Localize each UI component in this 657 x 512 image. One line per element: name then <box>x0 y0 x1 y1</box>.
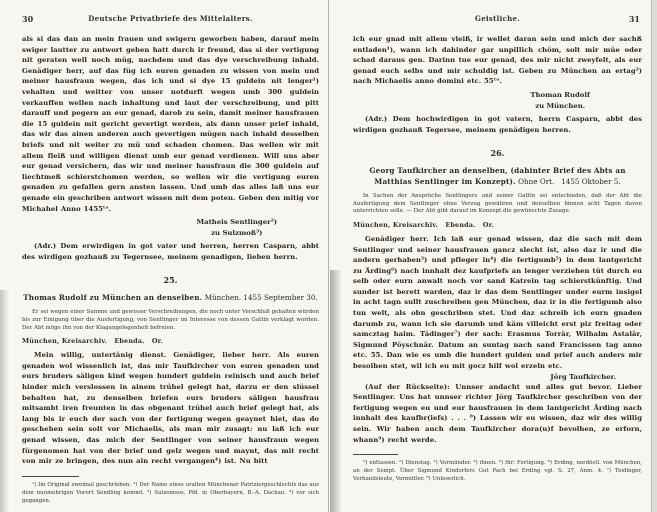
footnote-rule-right <box>353 454 398 455</box>
signature-taufkircher: Jörg Taufkircher. <box>550 372 616 381</box>
address-paragraph-left: (Adr.) Dem erwirdigen in got vater und herren, herren Casparn, abbt des wirdigen gozhauß zu Tegernsee, meinem genadigen, lieben herrn. <box>22 242 319 261</box>
footnotes-left: ¹) Im Original zweimal geschrieben. ²) Der Name eines uralten Münchener Patriziergeschlechts das aus dem nunmehrigen Vorort Sendling kommt. ³) Sulzemoos, Pfd. in Oberbayern, B.-A. Dachau. ⁴) vor sich gegangen. <box>22 481 319 504</box>
page-right-content <box>329 0 651 484</box>
verso-paragraph: (Auf der Rückseite): Unnser andacht und alles gut bevor. Lieber Sentlinger. Uns hat unnser richter Jörg Taufkircher geschriben von der fertigung wegen eu und eur hausfrauen in dem lantgericht Ärding nach innhalt des kaufbr(iefs) . . . ⁸) Lassen wir eu wissen, daz wir des willig sein. Wir haben auch dem Taufkircher dora(u)f bevolhen, ze erforn, whann⁹) recht werde. <box>353 382 642 444</box>
signature-name: Matheis Sentlinger²) <box>196 218 277 227</box>
section-heading-26 <box>353 166 642 188</box>
section-number-26: 26. <box>490 148 505 159</box>
source-line-25: München, Kreisarchiv. Ebenda. Or. <box>22 337 164 346</box>
running-head-left: Deutsche Privatbriefe des Mittelalters. <box>88 14 253 23</box>
letter-body-25: Mein willig, untertänig dienst. Genädiger, lieber herr. Als euren genaden wol wissenlich ist, das mir Taufkircher von euren genaden und eurs bruders säligen kind wegen hundert guldein reinisch und auch brief hinder mich verslossen in ainem trühel gelegt hat, darzu er den slüssel behalten hat, zu denselben briefen eurs bruders säligen hausfrau mitsambt iren freunten in das obgenant trühel auch brief gelegt hat, als lang bis ir euch der sach von der fertigung wegen geaynet hiet, das do geschehen sein solt vor Michaelis, als man mir zusagt: nu laß ich eur genad wissen, das mich der Sentlinger von seiner hausfraun wegen fürgenomen hat von der brief und gelz wegen und maynt, das mit recht von mir ze bringen, des nun ain recht vergangen⁴) ist. Nu bitt <box>22 351 319 466</box>
running-head-right: Geistliche. <box>474 14 521 23</box>
page-right-header <box>353 14 642 28</box>
source-line-26: München, Kreisarchiv. Ebenda. Or. <box>353 220 495 229</box>
letter-continuation-left: als si das dan an mein frauen und swigern geworben haben, darauf mein swiger lautter zu antwort geben hatt durch ir freund, das si der vertigung nit geraten well noch müg, nachdem und das dye verschreibung inhald. Genädiger herr, auf das füg ich euren genaden zu wissen von mein und meiner hausfraun wegen, das ich und si dye 15 guldein nit lenger¹) vehalten und weitter von unser notdurft wegen umb 300 guldein verkauffen wellen nach inhaltung und laut der verschreibung, und pitt darauff und pegern an eur genad, darob zu sein, damit meiner hausfrauen die 15 guldein mit gericht gevertigt werden, als dann unser prief inhald, das wir das ainen anderen auch gevertigen mügen nach inhald desselben briefs und nit weiter zu mü und schaden chomen. Das wellen wir mit allem fleiß und willigen dienst umb eur genad verdienen. Will uns aber eur genad versichern, das wir und meiner hausfraun die 300 guldein auf liechtmeß schierstchomen werden, so wellen wir die vertigung euren genaden zu gefallen gern ansten lassen. Und umb das alles laß uns eur genade ein geschriben antwort wissen mit dem poten. Geben den mitig vor Michahel Anno 1455ᵗᵒ. <box>22 35 319 213</box>
section-number-25: 25. <box>163 275 178 286</box>
scan-edge-shadow <box>0 290 9 512</box>
page-right <box>329 0 652 512</box>
letter-body-26: Genädiger herr. Ich laß eur genad wissen, daz die sach mit dem Sentlinger und seiner hausfrauen gancz slecht ist, also daz ir und die andern gerhaben³) und pfleger in⁴) die fertigumb⁵) in dem lantgericht zu Ärding⁶) nach innhalt dez kaufpriefs an lenger verziehen tüt durch eu selb oder eurn anwalt noch vor sand Katrein tag schierstkünftig. Und sunder ist berett warden, daz ir das dem Sentlinger under eurm insigel in acht tagn sullt zuschreiben gen München, daz ir in die fertigumb also tun welt, als obn geschriben stet. Und daz schreib ich eurn gnaden darumb zu, wann ich sie darumb und käm villeicht erst piz freitag oder samcztag haim. Tädinger⁷) der sach: Erasmus Torrär, Wilhalm Astalär, Sigmund Pöyschnär. Datum an suntag nach sand Francissen tag anno etc. 55. Dan wie es umb die hundert gulden und prief auch anders mir besolhen stet, wil ich eu mit gocz hilf wol erzeln etc. <box>353 234 642 371</box>
signature-place: zu München. <box>535 102 586 111</box>
regest-25: Er sei wegen einer Summe und gewisser Verschreibungen, die noch unter Verschluß gehalten würden bis zur Einigung über die Ausfertigung, von Sentlinger im Interesse von dessen Gattin verklagt worden. Der Abt möge ihn von der Klagangelegenheit befreien. <box>22 309 319 331</box>
section-heading-26-date: Ohne Ort. 1455 Oktober 5. <box>518 177 621 187</box>
signature-name: Thoman Rudolf <box>530 90 590 99</box>
section-heading-25-date: München. 1455 September 30. <box>204 293 318 303</box>
page-left-content <box>0 0 328 505</box>
signature-lines <box>197 217 277 239</box>
signature-lines <box>530 90 590 112</box>
section-heading-25-title: Thomas Rudolf zu München an denselben. <box>23 293 203 303</box>
page-number-left: 30 <box>22 14 34 24</box>
signature-block-right <box>353 90 590 112</box>
signature-block-left <box>22 217 277 239</box>
signature-place: zu Sulzmoß³) <box>211 229 263 238</box>
page-left-header <box>22 14 319 28</box>
address-paragraph-right: (Adr.) Dem hochwirdigen in got vatern, herrn Casparn, abbt des wirdigen gozhauß Tegersee, meinem genädigen herren. <box>353 115 642 134</box>
letter-continuation-right: ich eur gnad mit allem vleiß, ir wellet daran sein und mich der sachß entladen¹), wann ich dahinder gar unpillich chöm, solt mir müe oder schad daraus gen. Darinn tue eur genad, des mir nicht zweyfelt, als eur genad euch selbs und mir schuldig ist. Geben zu München an ertag²) nach Michaelis anno domini etc. 55ᵗᵒ. <box>353 35 642 86</box>
section-heading-25 <box>22 293 319 304</box>
page-number-right: 31 <box>628 14 640 24</box>
book-gutter-shadow <box>330 270 342 512</box>
regest-26: In Sachen der Ansprüche Sentlingers und seiner Gattin sei entschieden, daß der Abt die Ausfertigung dem Sentlinger ohne Verzug gewähren und denselben binnen acht Tagen davon unterrichten solle. — Der Abt gibt darauf im Konzept die gewünschte Zusage. <box>353 192 642 215</box>
section-heading-26-title: Georg Taufkircher an denselben, (dahinter Brief des Abts an Matthias Sentlinger im Konzept). <box>369 166 626 187</box>
footnote-rule-left <box>22 476 79 477</box>
footnotes-right: ¹) entlassen. ²) Dienstag. ³) Vormünder. ⁴) ihnen. ⁵) für: Fertigung. ⁶) Erding, nordöstl. von München, an der Sempt. Über Sigmund Kindorfers Gut Pach bei Erding vgl. S. 27, Anm. 4. ⁷) Teidinger, Verhandsleute, Vermittler. ⁸) Unleserlich. <box>353 460 642 483</box>
